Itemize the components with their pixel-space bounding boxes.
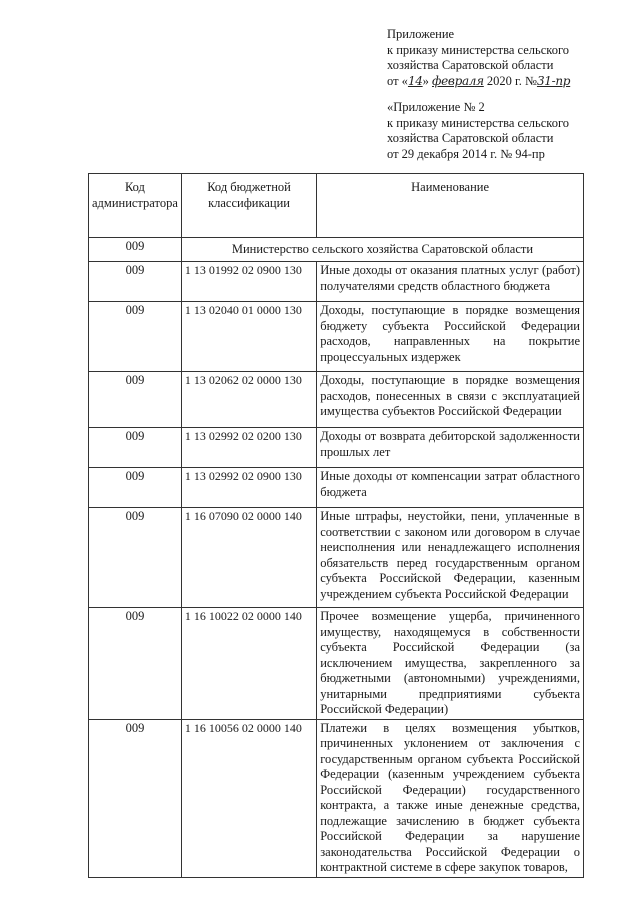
budget-code-cell: 1 13 02992 02 0200 130 (181, 428, 316, 468)
table-row (89, 302, 584, 372)
admin-code-cell: 009 (89, 428, 182, 468)
admin-code-cell: 009 (89, 719, 182, 877)
handwritten-number: 31-пр (536, 73, 571, 88)
header-line: Приложение (387, 27, 455, 41)
header-line: «Приложение № 2 (387, 100, 485, 114)
income-name-cell: Иные доходы от оказания платных услуг (работ) получателями средств областного бюджета (317, 262, 584, 302)
table-row (89, 428, 584, 468)
header-line: хозяйства Саратовской области (387, 58, 554, 72)
budget-code-cell: 1 13 01992 02 0900 130 (181, 262, 316, 302)
admin-code-cell: 009 (89, 468, 182, 508)
budget-code-cell: 1 16 07090 02 0000 140 (181, 508, 316, 608)
income-name-cell: Иные доходы от компенсации затрат областного бюджета (317, 468, 584, 508)
table-row (89, 719, 584, 877)
budget-code-cell: 1 13 02062 02 0000 130 (181, 372, 316, 428)
admin-code-cell: 009 (89, 508, 182, 608)
income-name-cell: Доходы от возврата дебиторской задолженности прошлых лет (317, 428, 584, 468)
date-mid: » (422, 73, 432, 88)
date-year: 2020 г. № (483, 73, 537, 88)
table-header-row (89, 174, 584, 238)
appendix-header (387, 27, 570, 89)
budget-code-cell: 1 16 10056 02 0000 140 (181, 719, 316, 877)
column-header: Код администратора (89, 174, 182, 238)
column-header: Наименование (317, 174, 584, 238)
table-row (89, 468, 584, 508)
table-row (89, 262, 584, 302)
ministry-row (89, 238, 584, 262)
budget-codes-table (88, 173, 584, 878)
table-row (89, 508, 584, 608)
ministry-name-cell: Министерство сельского хозяйства Саратовской области (181, 238, 583, 262)
budget-code-cell: 1 16 10022 02 0000 140 (181, 608, 316, 720)
header-line: от 29 декабря 2014 г. № 94-пр (387, 146, 545, 161)
income-name-cell: Прочее возмещение ущерба, причиненного имуществу, находящемуся в собственности субъекта Российской Федерации (за исключением имущества, закрепленного за бюджетными (автономными) учреждениями, унитарными предприятиями субъекта Российской Федерации) (317, 608, 584, 720)
header-date-line (387, 74, 570, 90)
admin-code-cell: 009 (89, 608, 182, 720)
income-name-cell: Платежи в целях возмещения убытков, причиненных уклонением от заключения с государственным органом субъекта Российской Федерации (казенным учреждением субъекта Российской Федерации) государственного контракта, а также иные денежные средства, подлежащие зачислению в бюджет субъекта Российской Федерации за нарушение законодательства Российской Федерации о контрактной системе в сфере закупок товаров, (317, 719, 584, 877)
column-header: Код бюджетной классификации (181, 174, 316, 238)
table-row (89, 608, 584, 720)
budget-code-cell: 1 13 02040 01 0000 130 (181, 302, 316, 372)
table-row (89, 372, 584, 428)
admin-code-cell: 009 (89, 238, 182, 262)
header-line: к приказу министерства сельского (387, 42, 570, 57)
admin-code-cell: 009 (89, 262, 182, 302)
header-line: к приказу министерства сельского (387, 115, 570, 130)
budget-code-cell: 1 13 02992 02 0900 130 (181, 468, 316, 508)
handwritten-month: февраля (431, 73, 484, 88)
date-prefix: от « (387, 73, 408, 88)
header-line: хозяйства Саратовской области (387, 131, 554, 145)
admin-code-cell: 009 (89, 372, 182, 428)
admin-code-cell: 009 (89, 302, 182, 372)
handwritten-day: 14 (407, 73, 423, 88)
income-name-cell: Доходы, поступающие в порядке возмещения бюджету субъекта Российской Федерации расходов, направленных на покрытие процессуальных издержек (317, 302, 584, 372)
annex-reference-header (387, 100, 569, 162)
income-name-cell: Иные штрафы, неустойки, пени, уплаченные в соответствии с законом или договором в случае неисполнения или ненадлежащего исполнения обязательств перед государственным органом субъекта Российской Федерации, казенным учреждением субъекта Российской Федерации (317, 508, 584, 608)
income-name-cell: Доходы, поступающие в порядке возмещения расходов, понесенных в связи с эксплуатацией имущества субъектов Российской Федерации (317, 372, 584, 428)
